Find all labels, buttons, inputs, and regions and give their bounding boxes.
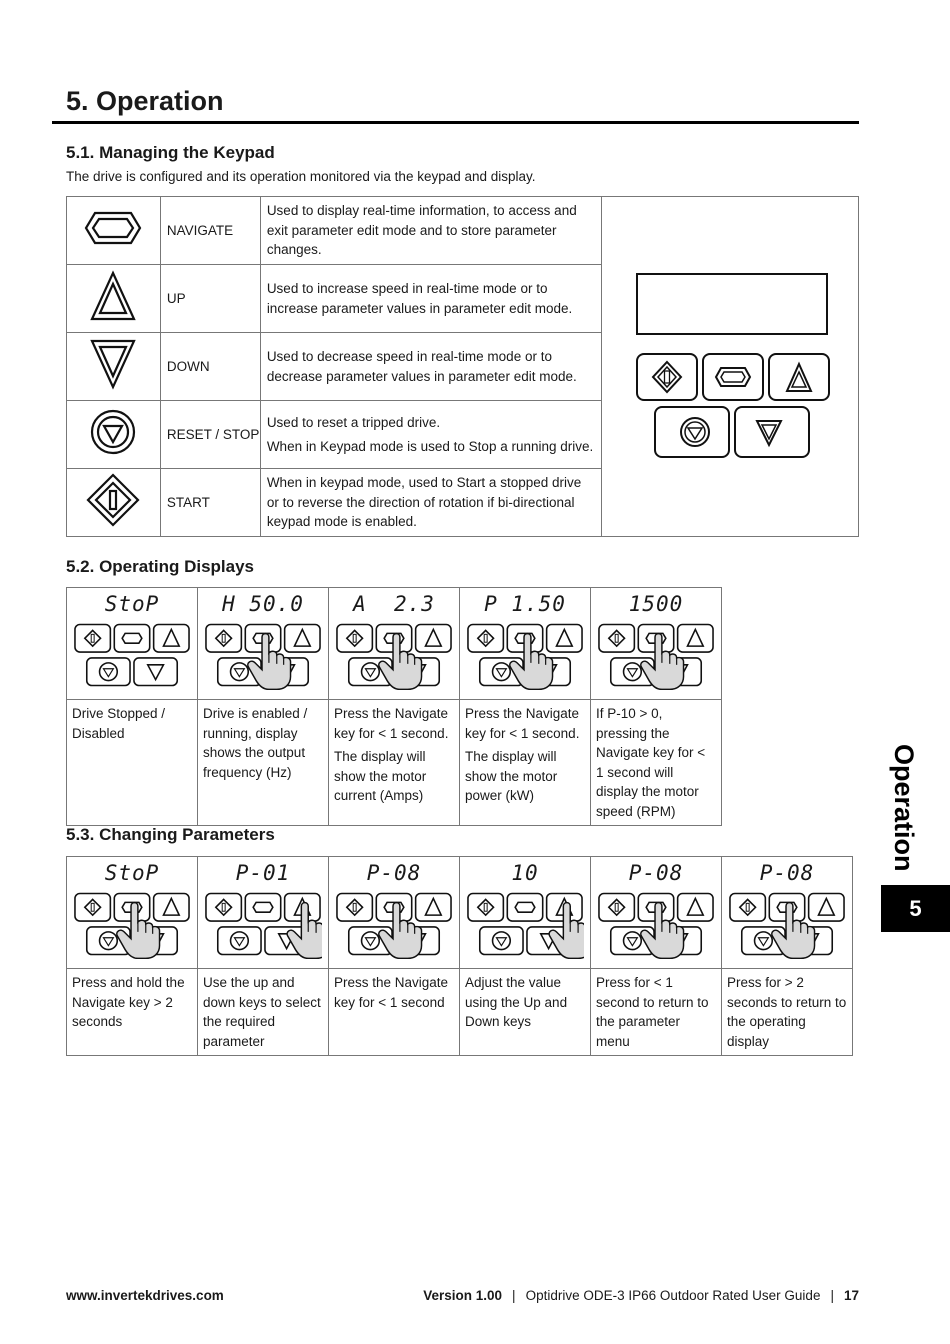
operating-caption: Press the Navigate key for < 1 second. The display will show the motor power (kW) — [460, 700, 591, 826]
operating-display-cell — [591, 588, 722, 700]
seven-segment-readout: P-01 — [235, 861, 291, 885]
keypad-illustration — [602, 197, 859, 537]
keypad-finger-press-icon — [67, 889, 197, 959]
key-description: Used to decrease speed in real-time mode or to decrease parameter values in parameter edit mode. — [260, 333, 601, 401]
parameter-display-cell — [591, 857, 722, 969]
seven-segment-readout: 1500 — [628, 592, 684, 616]
seven-segment-readout: P-08 — [759, 861, 815, 885]
footer-page-number: 17 — [843, 1288, 859, 1303]
section-intro: The drive is configured and its operation monitored via the keypad and display. — [66, 169, 536, 184]
seven-segment-readout: A 2.3 — [353, 592, 435, 616]
operating-display-row — [67, 588, 722, 700]
start-key-icon — [67, 469, 161, 537]
seven-segment-readout: StoP — [104, 861, 160, 885]
keypad-finger-press-icon — [198, 889, 328, 959]
parameter-caption: Press and hold the Navigate key > 2 seconds — [67, 969, 198, 1056]
section-title-displays: 5.2. Operating Displays — [66, 557, 255, 576]
keypad-table — [66, 196, 859, 537]
key-name: RESET / STOP — [160, 401, 260, 469]
parameter-display-cell — [67, 857, 198, 969]
operating-display-cell — [67, 588, 198, 700]
parameter-caption: Press for > 2 seconds to return to the operating display — [722, 969, 853, 1056]
keypad-finger-press-icon — [460, 889, 590, 959]
keypad-finger-press-icon — [329, 889, 459, 959]
key-description: Used to reset a tripped drive. When in Keypad mode is used to Stop a running drive. — [260, 401, 601, 469]
keypad-finger-press-icon — [722, 889, 852, 959]
key-row — [67, 197, 859, 265]
down-key-icon — [67, 333, 161, 401]
key-description: When in keypad mode, used to Start a stopped drive or to reverse the direction of rotation if bi-directional keypad mode is enabled. — [260, 469, 601, 537]
mini-keypad-icon — [67, 620, 197, 690]
seven-segment-readout: H 50.0 — [222, 592, 304, 616]
keypad-finger-press-icon — [198, 620, 328, 690]
stop-key-icon — [67, 401, 161, 469]
operating-caption: If P-10 > 0, pressing the Navigate key for < 1 second will display the motor speed (RPM) — [591, 700, 722, 826]
section-title-parameters: 5.3. Changing Parameters — [66, 825, 275, 844]
display-screen — [637, 274, 827, 334]
key-name: UP — [160, 265, 260, 333]
page-title: 5. Operation — [66, 86, 224, 116]
parameter-display-cell — [198, 857, 329, 969]
operating-caption-row — [67, 700, 722, 826]
keypad-finger-press-icon — [460, 620, 590, 690]
key-description: Used to increase speed in real-time mode or to increase parameter values in parameter edit mode. — [260, 265, 601, 333]
keypad-finger-press-icon — [591, 889, 721, 959]
parameter-caption: Adjust the value using the Up and Down keys — [460, 969, 591, 1056]
seven-segment-readout: 10 — [511, 861, 539, 885]
footer-version: Version 1.00 — [423, 1288, 503, 1303]
parameter-display-cell — [460, 857, 591, 969]
operating-caption: Drive Stopped / Disabled — [67, 700, 198, 826]
key-name: START — [160, 469, 260, 537]
parameter-caption: Press the Navigate key for < 1 second — [329, 969, 460, 1056]
sidetab-number: 5 — [881, 885, 950, 932]
parameter-caption: Press for < 1 second to return to the parameter menu — [591, 969, 722, 1056]
seven-segment-readout: P-08 — [366, 861, 422, 885]
key-name: DOWN — [160, 333, 260, 401]
parameter-display-row — [67, 857, 853, 969]
operating-display-cell — [460, 588, 591, 700]
operating-caption: Press the Navigate key for < 1 second. The display will show the motor current (Amps) — [329, 700, 460, 826]
keypad-finger-press-icon — [329, 620, 459, 690]
up-key-icon — [67, 265, 161, 333]
footer-website: www.invertekdrives.com — [66, 1288, 224, 1303]
operating-displays-table — [66, 587, 722, 826]
parameter-display-cell — [722, 857, 853, 969]
keypad-finger-press-icon — [591, 620, 721, 690]
sidetab-label — [875, 740, 935, 880]
section-title-keypad: 5.1. Managing the Keypad — [66, 143, 275, 162]
key-description: Used to display real-time information, to access and exit parameter edit mode and to store parameter changes. — [260, 197, 601, 265]
changing-parameters-table — [66, 856, 853, 1056]
parameter-display-cell — [329, 857, 460, 969]
svg-text:Operation: Operation — [889, 744, 919, 872]
key-name: NAVIGATE — [160, 197, 260, 265]
navigate-key-icon — [67, 197, 161, 265]
title-rule — [52, 121, 859, 124]
parameter-caption: Use the up and down keys to select the required parameter — [198, 969, 329, 1056]
seven-segment-readout: StoP — [104, 592, 160, 616]
parameter-caption-row — [67, 969, 853, 1056]
operating-display-cell — [198, 588, 329, 700]
seven-segment-readout: P 1.50 — [484, 592, 566, 616]
operating-caption: Drive is enabled / running, display shows the output frequency (Hz) — [198, 700, 329, 826]
footer-guide-title: Optidrive ODE-3 IP66 Outdoor Rated User Guide — [525, 1288, 821, 1303]
footer-info: Version 1.00 | Optidrive ODE-3 IP66 Outdoor Rated User Guide | 17 — [423, 1288, 859, 1303]
operating-display-cell — [329, 588, 460, 700]
seven-segment-readout: P-08 — [628, 861, 684, 885]
